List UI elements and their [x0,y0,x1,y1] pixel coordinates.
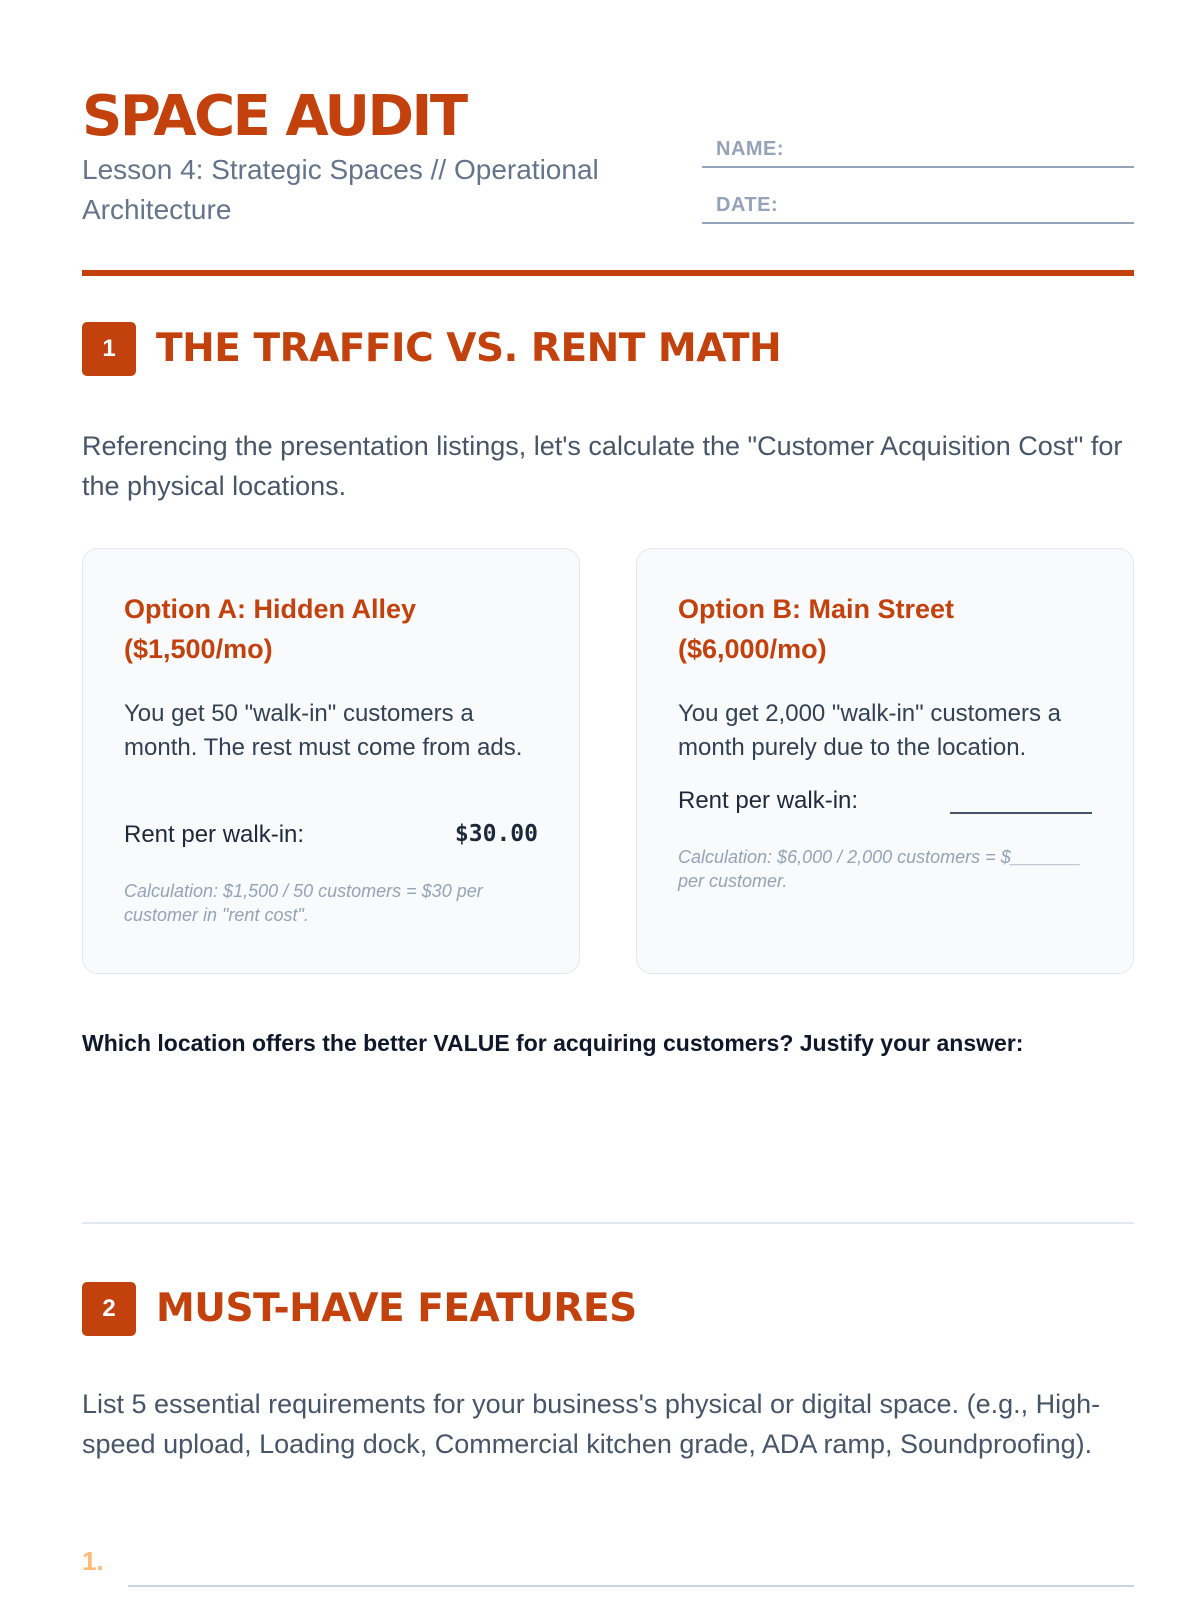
feature-item-number: 1. [82,1546,104,1576]
section-1-heading [82,320,1134,376]
section-2-number-badge: 2 [82,1282,136,1336]
value-question: Which location offers the better VALUE for acquiring customers? Justify your answer: [82,1030,1024,1056]
section-1-title: THE TRAFFIC VS. RENT MATH [156,326,782,371]
section-2-intro: List 5 essential requirements for your business's physical or digital space. (e.g., High-speed upload, Loading dock, Commercial kitchen grade, ADA ramp, Soundproofing). [82,1389,1101,1459]
date-field[interactable] [702,192,1134,224]
document-title: SPACE AUDIT [82,84,466,149]
name-label: NAME: [716,138,785,160]
feature-item-answer-line[interactable] [128,1585,1134,1587]
option-a-calculation: Calculation: $1,500 / 50 customers = $30 per customer in "rent cost". [124,881,483,925]
answer-area-divider[interactable] [82,1222,1134,1224]
option-b-card [636,548,1134,974]
option-a-description: You get 50 "walk-in" customers a month. The rest must come from ads. [124,700,523,761]
option-b-calculation: Calculation: $6,000 / 2,000 customers = $_______ per customer. [678,847,1081,891]
name-field[interactable] [702,136,1134,168]
date-label: DATE: [716,194,779,216]
section-1-intro: Referencing the presentation listings, let's calculate the "Customer Acquisition Cost" for the physical locations. [82,431,1123,501]
option-b-rent-answer-blank[interactable] [950,812,1092,814]
section-2-title: MUST-HAVE FEATURES [156,1286,637,1331]
section-2-heading [82,1280,1134,1336]
option-b-rent-label: Rent per walk-in: [678,787,859,814]
option-a-rent-label: Rent per walk-in: [124,821,305,848]
option-b-description: You get 2,000 "walk-in" customers a month purely due to the location. [678,700,1062,761]
header-divider [82,270,1134,276]
option-a-rent-value: $30.00 [454,821,538,847]
option-a-card [82,548,580,974]
worksheet-header [82,86,1134,276]
worksheet-page [82,0,1134,1600]
lesson-subtitle: Lesson 4: Strategic Spaces // Operational Architecture [82,154,599,225]
option-b-title: Option B: Main Street ($6,000/mo) [678,594,954,664]
section-1-number-badge: 1 [82,322,136,376]
option-a-title: Option A: Hidden Alley ($1,500/mo) [124,594,416,664]
